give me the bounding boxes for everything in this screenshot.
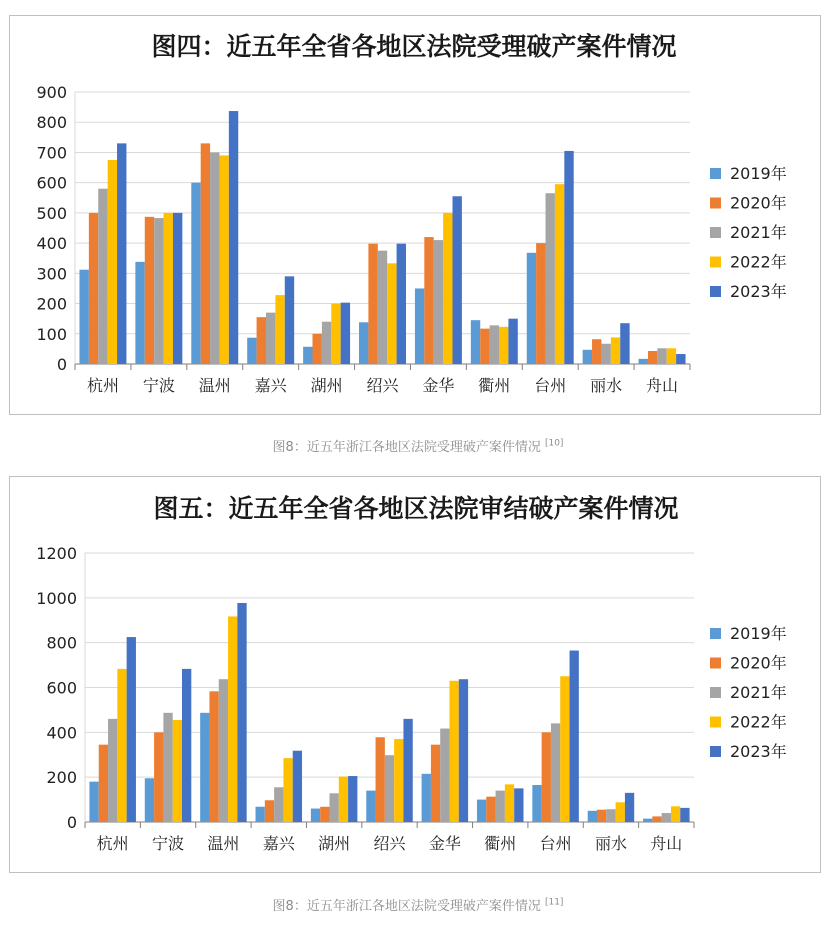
chart-2-legend-swatch — [710, 687, 721, 698]
chart-1-bar — [443, 213, 452, 364]
chart-2-caption — [0, 895, 836, 914]
chart-1-y-tick-label: 300 — [36, 264, 67, 284]
chart-2-bar — [477, 800, 486, 822]
chart-2-bar — [532, 785, 541, 822]
chart-2-bar — [440, 729, 449, 822]
chart-2-bar — [505, 784, 514, 822]
chart-1-bar — [331, 304, 340, 364]
chart-1-y-tick-label: 200 — [36, 294, 67, 314]
chart-1-legend-label: 2022年 — [730, 252, 787, 272]
chart-2-legend-label: 2023年 — [730, 742, 787, 761]
chart-1-y-tick-label: 100 — [36, 324, 67, 344]
chart-2-bar — [459, 679, 468, 822]
chart-1-bar — [191, 183, 200, 364]
chart-2-y-tick-label: 600 — [46, 678, 77, 698]
chart-2-bar — [366, 791, 375, 822]
chart-2-bar — [237, 603, 246, 822]
chart-1-x-tick-label: 金华 — [422, 376, 455, 395]
chart-2-caption-text: 图8：近五年浙江各地区法院受理破产案件情况 — [272, 899, 541, 914]
chart-1-bar — [164, 213, 173, 364]
chart-2-bar — [551, 723, 560, 822]
chart-2-legend-label: 2019年 — [730, 624, 787, 643]
chart-1-bar — [415, 288, 424, 364]
chart-2-bar — [173, 720, 182, 822]
chart-2-legend-swatch — [710, 628, 721, 639]
chart-1-bar — [257, 317, 266, 364]
chart-2-y-tick-label: 1200 — [36, 544, 77, 563]
chart-1-caption-text: 图8：近五年浙江各地区法院受理破产案件情况 — [272, 440, 541, 455]
chart-1-title: 图四：近五年全省各地区法院受理破产案件情况 — [151, 32, 677, 61]
chart-1-bar — [145, 217, 154, 364]
chart-1-bar — [154, 218, 163, 364]
chart-2-y-tick-label: 800 — [46, 633, 77, 653]
chart-2-bar — [99, 745, 108, 822]
chart-1-legend-label: 2019年 — [730, 164, 787, 183]
chart-2-bar — [385, 755, 394, 822]
chart-1-bar — [490, 325, 499, 364]
chart-1-y-tick-label: 500 — [36, 203, 67, 223]
chart-2-bar — [145, 778, 154, 822]
chart-1-bar — [397, 244, 406, 364]
chart-2-legend-label: 2020年 — [730, 653, 787, 673]
chart-2-bar — [329, 793, 338, 822]
chart-1-caption — [0, 436, 836, 455]
chart-1-bar — [583, 350, 592, 364]
chart-2-bar — [154, 732, 163, 822]
chart-1-x-tick-label: 宁波 — [142, 376, 175, 395]
chart-1-bar — [620, 323, 629, 364]
chart-2-bar — [163, 713, 172, 822]
chart-1-bar — [434, 240, 443, 364]
chart-2-bar — [486, 797, 495, 822]
chart-1-bar — [210, 152, 219, 364]
chart-1-x-tick-label: 丽水 — [590, 376, 623, 395]
chart-2-bar — [625, 793, 634, 822]
chart-1-bar — [201, 143, 210, 364]
chart-2-bar — [89, 782, 98, 822]
chart-2-bar — [228, 616, 237, 822]
chart-1-bar — [368, 244, 377, 364]
chart-1-legend-label: 2021年 — [730, 223, 787, 242]
chart-2-bar — [643, 819, 652, 822]
chart-1-bar — [117, 143, 126, 364]
chart-2-legend-label: 2021年 — [730, 683, 787, 702]
chart-2-bar — [422, 774, 431, 822]
chart-1-svg — [10, 16, 822, 416]
chart-1-bar — [266, 313, 275, 364]
chart-1-y-tick-label: 900 — [36, 83, 67, 102]
chart-2-x-tick-label: 丽水 — [594, 834, 627, 853]
chart-1-legend-swatch — [710, 286, 721, 297]
chart-1-x-tick-label: 温州 — [198, 376, 231, 395]
chart-2-x-tick-label: 台州 — [539, 834, 572, 853]
chart-1-y-tick-label: 800 — [36, 113, 67, 133]
chart-1-bar — [480, 329, 489, 364]
chart-1-bar — [89, 213, 98, 364]
chart-2-legend-swatch — [710, 658, 721, 669]
chart-2-bar — [431, 745, 440, 822]
chart-2-legend-label: 2022年 — [730, 712, 787, 732]
chart-1-bar — [424, 237, 433, 364]
chart-2-svg — [10, 477, 822, 874]
chart-2-bar — [127, 637, 136, 822]
chart-2-bar — [403, 719, 412, 822]
chart-2-bar — [616, 802, 625, 822]
chart-2-bar — [662, 813, 671, 822]
chart-2-bar — [597, 810, 606, 822]
chart-1-y-tick-label: 700 — [36, 143, 67, 163]
chart-2-bar — [348, 776, 357, 822]
chart-figure-2 — [9, 476, 821, 873]
chart-1-bar — [173, 213, 182, 364]
chart-1-bar — [546, 193, 555, 364]
chart-1-bar — [275, 295, 284, 364]
chart-1-bar — [611, 337, 620, 364]
chart-1-bar — [79, 270, 88, 364]
chart-2-bar — [200, 713, 209, 822]
chart-2-x-tick-label: 温州 — [207, 834, 240, 853]
chart-1-bar — [508, 319, 517, 364]
chart-1-bar — [341, 303, 350, 364]
chart-2-bar — [570, 651, 579, 822]
chart-2-legend-swatch — [710, 746, 721, 757]
chart-1-bar — [359, 322, 368, 364]
chart-1-x-tick-label: 衢州 — [478, 376, 511, 395]
chart-2-bar — [256, 807, 265, 822]
chart-2-bar — [496, 791, 505, 822]
chart-1-bar — [322, 322, 331, 364]
chart-2-bar — [606, 809, 615, 822]
chart-2-bar — [117, 669, 126, 822]
chart-1-bar — [247, 338, 256, 364]
chart-2-x-tick-label: 宁波 — [152, 834, 185, 853]
chart-2-x-tick-label: 绍兴 — [373, 834, 406, 853]
chart-2-bar — [450, 681, 459, 822]
chart-2-bar — [560, 676, 569, 822]
chart-2-bar — [293, 751, 302, 822]
chart-2-bar — [339, 776, 348, 822]
chart-1-legend-swatch — [710, 227, 721, 238]
chart-1-bar — [592, 339, 601, 364]
chart-1-bar — [303, 347, 312, 364]
chart-2-bar — [680, 808, 689, 822]
chart-2-caption-ref[interactable]: [11] — [544, 897, 564, 908]
chart-2-bar — [209, 691, 218, 822]
chart-1-legend-label: 2023年 — [730, 282, 787, 301]
chart-2-bar — [652, 816, 661, 822]
chart-1-legend-label: 2020年 — [730, 193, 787, 213]
chart-1-bar — [555, 184, 564, 364]
chart-1-bar — [648, 351, 657, 364]
chart-1-y-tick-label: 600 — [36, 173, 67, 193]
chart-1-bar — [601, 344, 610, 364]
chart-2-bar — [265, 800, 274, 822]
chart-2-bar — [671, 806, 680, 822]
chart-1-bar — [285, 276, 294, 364]
chart-1-bar — [639, 359, 648, 364]
chart-2-y-tick-label: 0 — [66, 813, 77, 832]
chart-1-y-tick-label: 400 — [36, 234, 67, 254]
chart-2-x-tick-label: 湖州 — [318, 834, 351, 853]
chart-2-bar — [542, 732, 551, 822]
chart-1-bar — [667, 348, 676, 364]
chart-1-legend-swatch — [710, 257, 721, 268]
chart-1-x-tick-label: 舟山 — [646, 376, 679, 395]
chart-1-bar — [135, 262, 144, 364]
chart-2-bar — [320, 807, 329, 822]
chart-2-x-tick-label: 金华 — [428, 834, 461, 853]
chart-1-bar — [98, 189, 107, 364]
chart-1-bar — [108, 160, 117, 364]
chart-2-x-tick-label: 舟山 — [650, 834, 683, 853]
chart-1-x-tick-label: 杭州 — [86, 376, 119, 395]
chart-2-bar — [514, 788, 523, 822]
chart-1-bar — [676, 354, 685, 364]
chart-1-legend-swatch — [710, 198, 721, 209]
chart-1-bar — [564, 151, 573, 364]
chart-2-x-tick-label: 嘉兴 — [262, 834, 295, 853]
chart-1-bar — [387, 263, 396, 364]
chart-2-legend-swatch — [710, 717, 721, 728]
chart-1-bar — [499, 327, 508, 364]
chart-1-x-tick-label: 绍兴 — [366, 376, 399, 395]
chart-1-bar — [527, 253, 536, 364]
chart-1-x-tick-label: 湖州 — [310, 376, 343, 395]
chart-2-bar — [182, 669, 191, 822]
chart-1-bar — [471, 320, 480, 364]
chart-2-x-tick-label: 杭州 — [96, 834, 129, 853]
chart-2-y-tick-label: 400 — [46, 723, 77, 743]
chart-2-x-tick-label: 衢州 — [484, 834, 517, 853]
chart-2-bar — [376, 737, 385, 822]
chart-1-bar — [219, 155, 228, 364]
chart-1-bar — [229, 111, 238, 364]
chart-1-bar — [378, 251, 387, 364]
chart-1-legend-swatch — [710, 168, 721, 179]
chart-2-bar — [311, 809, 320, 822]
chart-2-y-tick-label: 200 — [46, 768, 77, 788]
chart-2-bar — [588, 811, 597, 822]
chart-1-caption-ref[interactable]: [10] — [544, 438, 564, 449]
chart-1-bar — [657, 348, 666, 364]
chart-2-bar — [283, 758, 292, 822]
chart-2-bar — [274, 787, 283, 822]
chart-2-title: 图五：近五年全省各地区法院审结破产案件情况 — [153, 494, 679, 523]
chart-1-x-tick-label: 台州 — [534, 376, 567, 395]
chart-2-bar — [108, 719, 117, 822]
chart-1-bar — [452, 196, 461, 364]
chart-figure-1 — [9, 15, 821, 415]
chart-1-x-tick-label: 嘉兴 — [254, 376, 287, 395]
chart-1-y-tick-label: 0 — [56, 355, 67, 374]
chart-2-bar — [394, 739, 403, 822]
chart-1-bar — [313, 334, 322, 364]
chart-2-bar — [219, 679, 228, 822]
chart-2-y-tick-label: 1000 — [36, 588, 77, 608]
chart-1-bar — [536, 243, 545, 364]
